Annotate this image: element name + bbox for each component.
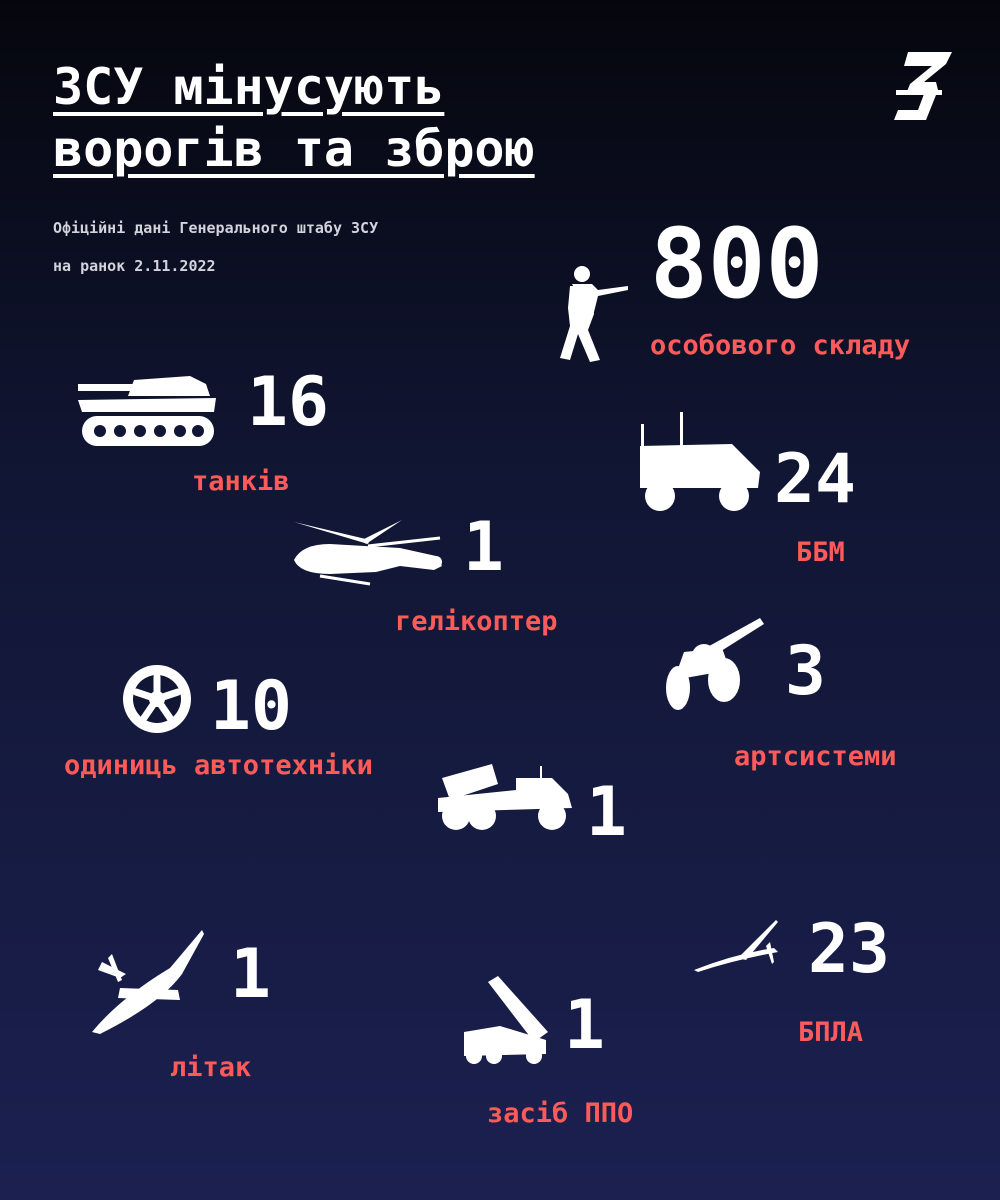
- afv-value: 24: [774, 440, 856, 519]
- vehicles-label: одиниць автотехніки: [64, 750, 373, 781]
- title-line-2: ворогів та зброю: [53, 120, 535, 178]
- tank-icon: [78, 376, 218, 448]
- tanks-value: 16: [247, 363, 329, 442]
- artillery-value: 3: [785, 632, 826, 711]
- title-line-1: ЗСУ мінусують: [53, 58, 445, 116]
- rocket-launcher-truck-icon: [436, 762, 576, 832]
- helicopter-label: гелікоптер: [395, 606, 558, 637]
- air-defense-label: засіб ППО: [487, 1098, 634, 1129]
- source-note: Офіційні дані Генерального штабу ЗСУ: [53, 219, 379, 237]
- uav-value: 23: [808, 910, 890, 989]
- vehicles-value: 10: [210, 667, 292, 746]
- date-note: на ранок 2.11.2022: [53, 257, 216, 275]
- z-logo-icon: [888, 46, 958, 126]
- mlrs-value: 1: [586, 773, 627, 852]
- air-defense-launcher-icon: [460, 974, 552, 1064]
- airplane-icon: [90, 928, 206, 1036]
- artillery-icon: [664, 616, 764, 712]
- aircraft-value: 1: [230, 935, 271, 1014]
- armored-vehicle-icon: [636, 412, 764, 514]
- helicopter-value: 1: [463, 508, 504, 587]
- air-defense-value: 1: [564, 986, 605, 1065]
- artillery-label: артсистеми: [734, 741, 897, 772]
- helicopter-icon: [290, 516, 446, 588]
- afv-label: ББМ: [796, 537, 845, 568]
- personnel-value: 800: [650, 208, 824, 320]
- page-title: [53, 56, 535, 180]
- drone-icon: [694, 918, 780, 972]
- tanks-label: танків: [192, 466, 290, 497]
- personnel-label: особового складу: [650, 330, 911, 361]
- uav-label: БПЛА: [798, 1017, 864, 1048]
- aircraft-label: літак: [170, 1052, 252, 1083]
- soldier-icon: [558, 264, 630, 364]
- wheel-icon: [122, 664, 192, 734]
